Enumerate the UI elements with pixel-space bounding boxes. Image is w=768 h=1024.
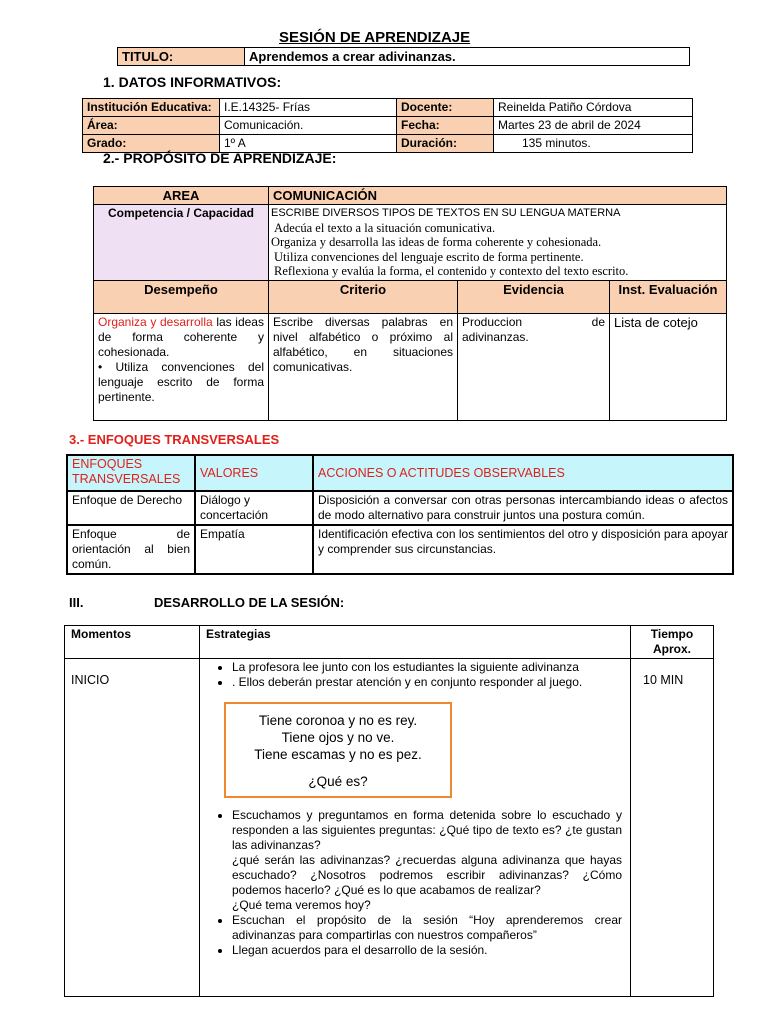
inst-header: Inst. Evaluación	[610, 280, 727, 313]
capacidad-2: Organiza y desarrolla las ideas de forma coherente y cohesionada.	[271, 235, 602, 249]
area-header: AREA	[94, 187, 269, 205]
momento-inicio: INICIO	[65, 659, 200, 997]
section-3-heading: 3.- ENFOQUES TRANSVERSALES	[69, 432, 280, 447]
riddle-line-3: Tiene escamas y no es pez.	[254, 747, 422, 762]
estrategia-bullet-3: Escuchamos y preguntamos en forma detenida sobre lo escuchado y responden a las siguientes preguntas: ¿Qué tipo de texto es? ¿te gustan las adivinanzas?	[232, 808, 622, 852]
capacidad-3: Utiliza convenciones del lenguaje escrito de forma pertinente.	[274, 249, 584, 264]
section-4-heading: DESARROLLO DE LA SESIÓN:	[154, 595, 345, 610]
capacidad-4: Reflexiona y evalúa la forma, el contenido y contexto del texto escrito.	[274, 264, 629, 278]
enfoques-table	[66, 454, 734, 575]
capacidad-1: Adecúa el texto a la situación comunicativa.	[274, 220, 496, 235]
section-1-heading: 1. DATOS INFORMATIVOS:	[103, 74, 282, 90]
desarrollo-table	[64, 625, 714, 997]
fecha-label: Fecha:	[397, 117, 494, 135]
titulo-label: TITULO:	[118, 48, 245, 66]
institucion-label: Institución Educativa:	[83, 99, 220, 117]
valores-header: VALORES	[195, 455, 313, 491]
datos-table	[82, 98, 693, 153]
enfoque-row-2: Enfoque de orientación al bien común.	[67, 525, 195, 574]
riddle-box	[224, 702, 452, 798]
accion-row-1: Disposición a conversar con otras personas intercambiando ideas o afectos de modo alternativo para construir juntos una postura común.	[313, 491, 733, 525]
tiempo-inicio: 10 MIN	[631, 659, 714, 997]
valor-row-1: Diálogo y concertación	[195, 491, 313, 525]
acciones-header: ACCIONES O ACTITUDES OBSERVABLES	[313, 455, 733, 491]
estrategia-bullet-5: • Llegan acuerdos para el desarrollo de la sesión.	[232, 943, 622, 958]
page-title: SESIÓN DE APRENDIZAJE	[279, 29, 471, 46]
area-label: Área:	[83, 117, 220, 135]
criterio-value: Escribe diversas palabras en nivel alfabético o próximo al alfabético, en situaciones comunicativas.	[269, 313, 458, 420]
estrategia-bullet-3b: ¿qué serán las adivinanzas? ¿recuerdas alguna adivinanza que hayas escuchado? ¿Nosotros podremos escribir adivinanzas? ¿Cómo podemos hacerlo? ¿Qué es lo que acabamos de realizar?	[232, 853, 622, 897]
titulo-value: Aprendemos a crear adivinanzas.	[245, 48, 690, 66]
estrategia-bullet-1: • La profesora lee junto con los estudiantes la siguiente adivinanza	[232, 660, 622, 675]
estrategias-header: Estrategias	[200, 626, 631, 659]
proposito-table	[93, 186, 727, 421]
desempeno-text: las ideas de forma coherente y cohesionada.	[98, 314, 264, 359]
accion-row-2: Identificación efectiva con los sentimientos del otro y disposición para apoyar y comprender sus circunstancias.	[313, 525, 733, 574]
competencia-label: Competencia / Capacidad	[94, 205, 269, 281]
tiempo-header: Tiempo Aprox.	[631, 626, 714, 659]
momentos-header: Momentos	[65, 626, 200, 659]
riddle-question: ¿Qué es?	[308, 774, 368, 789]
riddle-line-1: Tiene coronoa y no es rey.	[258, 713, 418, 728]
grado-label: Grado:	[83, 135, 220, 153]
valor-row-2: Empatía	[195, 525, 313, 574]
evidencia-header: Evidencia	[458, 280, 610, 313]
section-4-number: III.	[69, 595, 84, 610]
estrategia-bullet-3c: ¿Qué tema veremos hoy?	[232, 898, 371, 912]
fecha-value: Martes 23 de abril de 2024	[494, 117, 693, 135]
inst-value: Lista de cotejo	[610, 313, 727, 420]
estrategia-bullet-4: • Escuchan el propósito de la sesión “Hoy aprenderemos crear adivinanzas para compartirlas con nuestros compañeros”	[232, 913, 622, 943]
estrategia-bullet-2: • . Ellos deberán prestar atención y en conjunto responder al juego.	[232, 675, 622, 690]
desempeno-bullet: • Utiliza convenciones del lenguaje escrito de forma pertinente.	[98, 359, 264, 404]
section-2-heading: 2.- PROPÓSITO DE APRENDIZAJE:	[103, 150, 337, 166]
area-header-value: COMUNICACIÓN	[269, 187, 727, 205]
criterio-header: Criterio	[269, 280, 458, 313]
desempeno-header: Desempeño	[94, 280, 269, 313]
institucion-value: I.E.14325- Frías	[220, 99, 397, 117]
desempeno-red-text: Organiza y desarrolla	[98, 314, 213, 329]
competencia-title: ESCRIBE DIVERSOS TIPOS DE TEXTOS EN SU LENGUA MATERNA	[271, 207, 621, 219]
titulo-table	[117, 47, 690, 66]
enfoques-header: ENFOQUES TRANSVERSALES	[67, 455, 195, 491]
riddle-line-2: Tiene ojos y no ve.	[281, 730, 395, 745]
grado-value: 1º A	[220, 135, 397, 153]
duracion-value: 135 minutos.	[494, 135, 693, 153]
area-value: Comunicación.	[220, 117, 397, 135]
docente-label: Docente:	[397, 99, 494, 117]
enfoque-row-1: Enfoque de Derecho	[67, 491, 195, 525]
evidencia-value: Produccion de adivinanzas.	[458, 313, 610, 420]
docente-value: Reinelda Patiño Córdova	[494, 99, 693, 117]
duracion-label: Duración:	[397, 135, 494, 153]
